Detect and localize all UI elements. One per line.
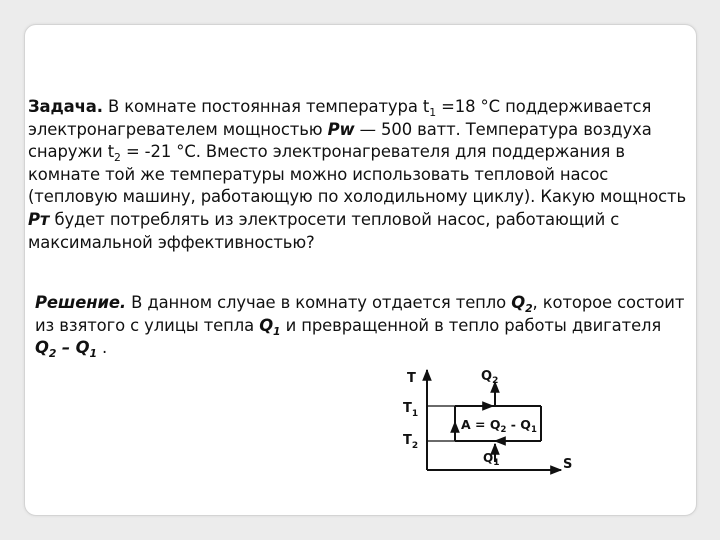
q2-heat-symbol: Q — [481, 369, 493, 384]
s-axis-label: S — [563, 457, 573, 472]
problem-text-part: — 500 ватт. Температура воздуха снаружи — [28, 119, 652, 162]
q1-symbol: Q — [259, 315, 274, 335]
t2-symbol: t — [107, 142, 115, 162]
solution-heading: Решение. — [35, 293, 127, 312]
q1-term — [259, 315, 281, 338]
t1-symbol: t — [422, 97, 430, 116]
t1-index: 1 — [429, 105, 437, 119]
t-axis-label: T — [407, 371, 416, 386]
t1-level-label — [403, 401, 418, 419]
work-q2-index: 2 — [500, 425, 507, 435]
t2-index: 2 — [114, 150, 121, 164]
q2-term — [511, 293, 533, 315]
q1-heat-symbol: Q — [483, 451, 494, 465]
solution-text-part: и превращенной в тепло работы двигателя — [280, 315, 662, 335]
work-label-text: A = Q — [461, 417, 501, 432]
solution-text-part: В данном случае в комнату отдается тепло — [126, 293, 512, 312]
work-label — [461, 417, 537, 435]
diff-b-index: 1 — [89, 346, 97, 360]
solution-text-part: , которое состоит из взятого с улицы тепла — [35, 293, 685, 335]
problem-text-part: =18 °С поддерживается электронагревателем мощностью — [28, 97, 652, 139]
work-term — [35, 338, 97, 360]
pt-symbol: Pт — [28, 209, 50, 229]
t2-level-index: 2 — [411, 441, 419, 451]
q2-index: 2 — [525, 301, 533, 315]
t1-level-index: 1 — [411, 409, 419, 419]
q2-symbol: Q — [511, 293, 526, 312]
problem-heading: Задача. — [28, 97, 103, 116]
diff-b-symbol: Q — [75, 338, 90, 358]
ts-cycle-diagram — [395, 362, 595, 482]
work-minus: - Q — [506, 417, 531, 432]
problem-text-part: будет потреблять из электросети тепловой насос, работающий с максимальной эффективностью? — [28, 209, 620, 252]
diff-a-symbol: Q — [35, 338, 49, 358]
diff-a-index: 2 — [48, 346, 57, 360]
problem-text-part: В комнате постоянная температура — [102, 97, 423, 116]
solution-text-part: . — [96, 338, 108, 358]
q1-index: 1 — [273, 324, 281, 338]
q2-heat-label — [481, 369, 498, 386]
problem-text — [28, 96, 692, 254]
q1-heat-label — [483, 451, 499, 468]
t1-level-symbol: T — [403, 401, 412, 416]
t2-level-symbol: T — [403, 433, 412, 448]
solution-text — [35, 292, 685, 360]
problem-text-part: = -21 °С. Вместо электронагревателя для поддержания в комнате той же температуры можно использовать тепловой насос (тепловую машину, работающую по холодильному циклу). Какую мощность — [28, 142, 687, 207]
q1-heat-index: 1 — [493, 458, 500, 468]
diff-minus: – — [56, 338, 76, 358]
t2-level-label — [403, 433, 418, 451]
q2-heat-index: 2 — [492, 376, 499, 386]
work-q1-index: 1 — [530, 425, 537, 435]
pw-symbol: Pw — [327, 119, 355, 139]
